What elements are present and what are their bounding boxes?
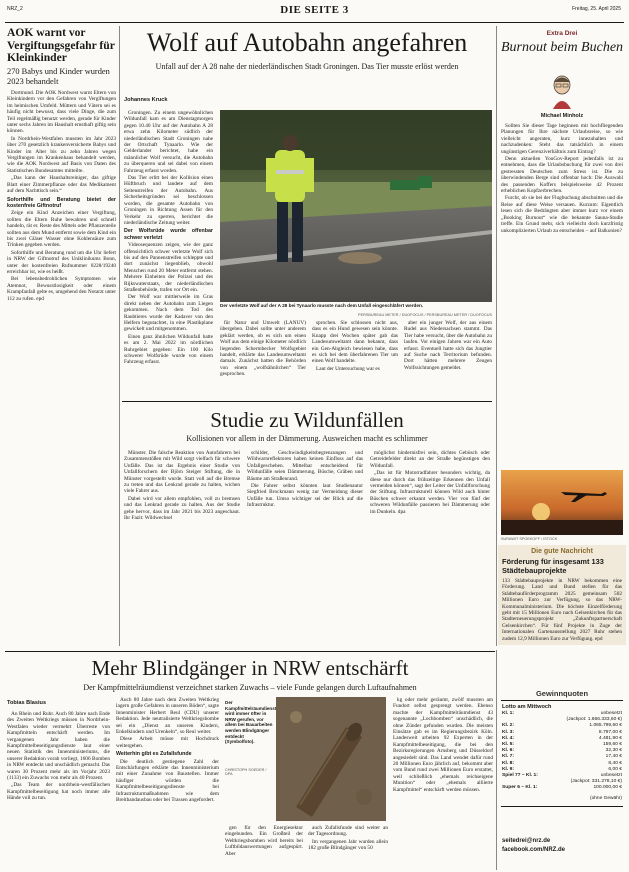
lotto-amount: 8,40 €: [608, 760, 622, 766]
blindgaenger-paragraph: Diese Arbeit müsse mit Hochdruck weitergehen.: [116, 736, 219, 749]
study-paragraph: möglichst hindernisfrei sein, dichtes Gebüsch oder Getreidefelder direkt an der Straße begünstigen den Wildunfall.: [370, 450, 490, 469]
blindgaenger-headline: Mehr Blindgänger in NRW entschärft: [91, 656, 409, 680]
aok-paragraph: In Nordrhein-Westfalen mussten im Jahr 2023 über 270 gesetzlich krankenversicherte Babys und Kinder im Alter bis zu zehn Jahren wegen Vergiftungen im Krankenhaus behandelt werden, wie die AOK Nordwest auf Basis von Daten des Statistischen Bundesamtes mitteilte.: [7, 135, 116, 174]
aok-paragraph: Bei lebensbedrohlichen Symptomen wie Atemnot, Bewusstlosigkeit oder einem Krampfanfall gelte es, umgehend den Notarzt unter 112 zu rufen. epd: [7, 276, 116, 302]
blindgaenger-paragraph: Auch 80 Jahre nach dem Zweiten Weltkrieg lagern große Gefahren in unseren Böden“, sagte Innenminister Herbert Reul (CDU) unserer Redaktion. Jede neutralisierte Weltkriegsbombe sei ein „Dienst an unseren Kindern, Enkelkindern und Urenkeln“, so Reul weiter.: [116, 697, 219, 736]
contact-email[interactable]: seitedrei@nrz.de: [502, 838, 551, 844]
aok-paragraph: Soforthilfe und Beratung rund um die Uhr liefert in NRW der Giftnotruf des Uniklinikums Bonn, unter der kostenfreien Rufnummer 0228/19240 erreichbar ist, wie es heißt.: [7, 249, 116, 275]
aok-headline: AOK warnt vor Vergiftungsgefahr für Kleinkinder: [7, 26, 115, 64]
study-column-1: [124, 450, 240, 648]
author-avatar: [548, 73, 576, 109]
sidebar-label: Extra Drei: [546, 30, 578, 37]
column-divider: [119, 26, 120, 646]
blindgaenger-column-5: [393, 697, 493, 869]
lotto-disclaimer: (ohne Gewähr): [590, 796, 622, 801]
blindgaenger-author: Tobias Blasius: [7, 700, 47, 706]
lotto-class: Kl. 9:: [502, 766, 514, 772]
airplane-photo-credit: SURAWIT SPOEKOFF / ISTOCK: [501, 537, 558, 541]
lotto-amount: 32,30 €: [605, 748, 622, 754]
bomb-photo-credit: CHRISTOPH SOEDER / DPA: [225, 768, 267, 776]
blindgaenger-subheading: Weiterhin gibt es Zufallsfunde: [116, 751, 192, 758]
lotto-row: [502, 785, 622, 791]
aok-subhead: 270 Babys und Kinder wurden 2023 behandelt: [7, 67, 110, 86]
study-paragraph: Münster. Die falsche Reaktion von Autofahrern bei Zusammenstößen mit Wild sorgt vielfach für schwere Unfälle. Das ist das Ergebnis einer Studie von Unfallforschern der Björn Steiger Stiftung, die in Münster vorgestellt wurde. Statt voll auf die Bremse zu treten und das Lenkrad gerade zu halten, wichen viele Fahrer aus.: [124, 450, 240, 495]
lotto-class: Spiel 77 – Kl. 1:: [502, 773, 538, 779]
lotto-table: [502, 711, 622, 792]
study-paragraph: Dabei wird vor allem empfohlen, voll zu bremsen und das Lenkrad gerade zu halten. Aus der Studie gehe hervor, dass im Jahr 2021 bis 2023 angeschaut. Ihr Fazit: Wildwechsel: [124, 495, 240, 522]
lotto-class: Super 6 – Kl. 1:: [502, 785, 538, 791]
airplane-photo: [501, 470, 623, 535]
sidebar-paragraph: Denn aktuellen YouGov-Report jedenfalls ist zu entnehmen, dass die Urlaubsbuchung für zwei von drei gestressten Deutschen zum Stress ist. Die zu überwindenden Berge sind offenbar hoch: Die Auswahl des passenden Koffers beispielsweise 42 Prozent erheblichen Kopfzerbrechen.: [501, 156, 623, 195]
blindgaenger-column-4: [308, 825, 388, 869]
lotto-amount: 8.797,00 €: [598, 729, 622, 735]
lotto-class: Kl. 8:: [502, 760, 514, 766]
aok-paragraph: Zeige ein Kind Anzeichen einer Vergiftung, sollten die Eltern Ruhe bewahren und schnell handeln, rät er. Reste des Mittels oder Pflanzenteile sollten aus dem Mund entfernt sowie dem Kind ein bis zwei Gläser Wasser ohne Kohlensäure zum Trinken gegeben werden.: [7, 210, 116, 249]
wolf-paragraph: Groningen. Zu einem ungewöhnlichen Wildunfall kam es am Dienstagmorgen gegen 10.40 Uhr auf der Autobahn A 28 etwa zehn Kilometer südlich der niederländischen Stadt Groningen nahe der Ortschaft Tynaarlo. Wie der Gelderlander berichtet, habe ein männlicher Wolf versucht, die Autobahn zu überqueren und sei dabei von einem Fahrzeug erfasst worden.: [124, 110, 213, 174]
page-title: DIE SEITE 3: [280, 4, 349, 16]
lotto-rule: [501, 700, 623, 701]
lotto-class: Kl. 1:: [502, 711, 514, 716]
lotto-amount: 159,60 €: [602, 742, 622, 748]
lotto-rule: [501, 806, 623, 807]
sidebar-body: [501, 123, 623, 363]
wolf-paragraph: Einen ganz ähnlichen Wildunfall hatte es am 2. Mai 2022 im nördlichen Ruhrgebiet gegeben: Ein 100 Kilo schwerer Wolfsrüde wurde von einem Fahrzeug erfasst.: [124, 333, 213, 366]
blindgaenger-paragraph: „Das Team der nordrhein-westfälischen Kampfmittelbeseitigung hat noch immer alle Hände voll zu tun.: [7, 782, 110, 802]
study-column-3: [370, 450, 490, 648]
lotto-amount: 1.065.799,60 €: [589, 723, 622, 729]
aok-paragraph: Dortmund. Die AOK Nordwest warnt Eltern von Kleinkindern vor den Gefahren von Vergiftungen im heimischen Umfeld. Müttern und Vätern sei es häufig nicht bewusst, dass viele Dinge, die zum Teil regelmäßig benutzt werden, gerade für Kinder unter sechs Jahren im Haushalt ernsthaft giftig sein können.: [7, 90, 116, 135]
lotto-amount: unbesetzt: [600, 711, 622, 716]
bomb-photo: [276, 697, 386, 821]
wolf-headline: Wolf auf Autobahn angefahren: [146, 28, 468, 57]
blindgaenger-paragraph: gen für den Energiesektor eingebunden. Ein Großteil der Weltkriegsbomben wird bereits bei Luftbildauswertungen aufgespürt. Aber: [225, 825, 303, 857]
lotto-class: Kl. 4:: [502, 735, 514, 741]
study-paragraph: Die Fahrer selbst könnten laut Studienautor Siegfried Brockmann wenig zur Vermeidung dieser Unfälle tun. Umso wichtiger sei der Blick auf die Infrastruktur.: [247, 483, 363, 509]
blindgaenger-column-3: [225, 825, 303, 869]
wolf-column-4: [404, 320, 492, 396]
lotto-amount: 17,40 €: [605, 754, 622, 760]
lotto-class: Kl. 6:: [502, 748, 514, 754]
lotto-amount: 6,00 €: [608, 766, 622, 772]
lotto-class: Kl. 5:: [502, 742, 514, 748]
study-column-2: [247, 450, 363, 648]
wolf-column-1: [124, 110, 213, 396]
wolf-paragraph: Der Wolf war mittlerweile im Gras direkt neben der Autobahn zum Liegen gekommen. Nach dem Tod des Raubtieres wurde der Kadaver von den Helfern begutachtet, in eine Plastikplane gewickelt und mitgenommen.: [124, 294, 213, 333]
good-news-body: 133 Städtebauprojekte in NRW bekommen eine Förderung. Land und Bund stellen für das Städtebauförderprogramm 2025 gemeinsam 502 Millionen Euro zur Verfügung, so das NRW-Kommunalministerium. Die höchste Einzelförderung geht mit 15 Millionen Euro nach Gelsenkirchen für das Stadterneuerungsprojekt „Zukunftspartnerschaft Gelsenkirchen“. Für fünf Projekte in Zuge der Internationalen Gartenausstellung 2027 Ruhr stehen zudem 12,9 Millionen Euro zur Verfügung. epd: [502, 578, 622, 642]
wolf-paragraph: für Natur und Umwelt (LANUV) übergeben. Dabei sollte unter anderem geklärt werden, ob es sich um einen Wolf aus dem einige Kilometer nördlich liegenden Schermbecker Wolfsgebiet handelt, erklärte das Landesumweltamt damals. Zunächst hatten die Behörden von einem „wolfsähnlichen“ Tier gesprochen.: [220, 320, 306, 378]
wolf-paragraph: Videosequenzen zeigen, wie der ganz offensichtlich schwer verletzte Wolf sich bis auf den Pannenstreifen schleppte und dort zunächst liegenblieb, obwohl Menschen rund 20 Meter entfernt stehen. Mehrere Einheiten der Polizei und des Rijkswaterstaats, der niederländischen Straßenbehörde, trafen vor Ort ein.: [124, 242, 213, 293]
wolf-subheading: Der Wolfsrüde wurde offenbar schwer verletzt: [124, 228, 213, 241]
wolf-photo-credit: PERSBUREAU METER / DUOFOCUS / PERSBUREAU METER / DUOFOCUS: [358, 313, 492, 317]
contact-facebook[interactable]: facebook.com/NRZ.de: [502, 847, 566, 853]
lotto-title: Lotto am Mittwoch: [502, 704, 552, 710]
study-headline: Studie zu Wildunfällen: [210, 408, 404, 432]
blindgaenger-paragraph: Im vergangenen Jahr wurden allein 182 große Blindgänger von 50: [308, 838, 388, 852]
sidebar-paragraph: Furcht, ob sie bei der Flugbuchung abschnitten und die Reise auf diese Weise versauen. Kurzum: Eigentlich lesen sich die Bedrängten aber immer kurz vor einem „Booking Burnout“ wie die bekannte Sauna-Studie treffe. Ein Grund mehr, sich vielleicht doch kurzfristig unkomplizierten Urlaub zu entscheiden – auf Balkonien?: [501, 195, 623, 234]
column-divider: [496, 650, 497, 870]
good-news-label: Die gute Nachricht: [531, 548, 593, 555]
blindgaenger-paragraph: Die deutlich gestiegene Zahl der Entschärfungen erklärte das Innenministerium mit einer Zunahme von Baustellen. Immer häufiger würden die Kampfmittelbeseitigungsdienste bei Infrastrukturmaßnahmen wie dem Breitbandausbau oder bei Trassen angefordert.: [116, 758, 219, 804]
wolf-paragraph: aber ein junger Wolf, der aus einem Rudel aus Niedersachsen stammt. Das Tier habe versucht, über die Autobahn zu laufen. Vor einigen Jahren war ein Auto erfasst. Eventuell hatte sich das Jungtier auf Suche nach Territorium befunden. Dort hätten mehrere Zeugen Wolfssichtungen gemeldet.: [404, 320, 492, 371]
wolf-photo: [220, 110, 492, 302]
lotto-class: Kl. 2:: [502, 723, 514, 729]
blindgaenger-paragraph: An Rhein und Ruhr. Auch 80 Jahre nach Ende des Zweiten Weltkriegs müssen in Nordrhein-Westfalen wieder vermehrt Überreste von Kampfmitteln entschärft werden. Im vergangenen Jahr haben die Kampfmittelbeseitigungsdienste laut einer neuen Statistik des Innenministeriums, die unserer Redaktion vorab vorliegt, 1606 Bomben in NRW entdeckt und unschädlich gemacht. Das waren 30 Prozent mehr als im Vorjahr 2023 (1133) ein Zuwachs von mehr als 40 Prozent.: [7, 711, 110, 782]
blindgaenger-column-2: [116, 697, 219, 869]
lotto-amount: (Jackpot: 1.666.333,60 €): [566, 717, 622, 723]
wolf-photo-image: [220, 110, 492, 302]
column-title: Burnout beim Buchen: [500, 40, 624, 55]
blindgaenger-subhead: Der Kampfmittelräumdienst verzeichnet starken Zuwachs – viele Funde gelangen durch Luftaufnahmen: [83, 683, 417, 692]
good-news-headline: Förderung für insgesamt 133 Städtebauprojekte: [502, 557, 604, 575]
section-rule: [122, 401, 492, 402]
wolf-paragraph: Das Tier erlitt bei der Kollision einen Hüftbruch und landete auf dem Seitenstreifen der Autobahn. Aus Sicherheitsgründen sei beschlossen worden, die gesamte Autobahn von Groningen in Richtung Assen für den Verkehr zu sperren, berichtet die niederländische Zeitung weiter.: [124, 175, 213, 226]
section-rule: [5, 651, 495, 652]
study-paragraph: „Das ist für Motorradfahrer besonders wichtig, da diese nur durch das frühzeitige Erkennen den Unfall vermeiden können“, sagt der Leiter der Unfallforschung der Stiftung. Infrastrukturell können Wild auch hinter Büschen schwer erkannt werden. Vier von fünf der schweren Wildunfälle passieren bei Dämmerung oder im Dunkeln. dpa: [370, 470, 490, 515]
bomb-photo-caption: Der Kampfmittelräumdienst wird immer öfter in NRW gerufen, vor allem bei Bauarbeiten werden Blindgänger entdeckt (Symbolfoto).: [225, 700, 277, 745]
wolf-column-3: [312, 320, 398, 396]
blindgaenger-paragraph: kg oder mehr geräumt, zwölf mussten am Fundort selbst gesprengt werden. Ebenso machte der Kampfmittelräumdienst 43 sogenannte „Lochbomben“ unschädlich, die ohne Zünder gefunden wurden. Die meisten Einsätze gab es im Regierungsbezirk Köln. Landesweit arbeiten 92 Experten in der Kampfmittelbeseitigung, die bei den Bezirksregierungen Arnsberg und Düsseldorf angesiedelt sind. Das Land wendet dafür rund 20 Millionen Euro jährlich auf, bekommt aber vom Bund rund zwei Millionen Euro erstattet, weil schließlich „ehemals reichseigene Munition“ oder „ehemals alliierte Kampfmittel“ entschärft werden müssen.: [393, 697, 493, 793]
blindgaenger-paragraph: auch Zufallsfunde sind weiter an der Tagesordnung.: [308, 825, 388, 838]
aok-subheading: Soforthilfe und Beratung bietet der kostenfreie Giftnotruf: [7, 196, 116, 209]
study-subhead: Kollisionen vor allem in der Dämmerung. Ausweichen macht es schlimmer: [186, 434, 428, 443]
sidebar-author: Michael Minholz: [540, 113, 584, 119]
wolf-subhead: Unfall auf der A 28 nahe der niederländischen Stadt Groningen. Das Tier musste erlöst werden: [155, 62, 459, 71]
study-paragraph: schilder, Geschwindigkeitsbegrenzungen und Wildwarnreflektoren haben keinen Einfluss auf das Unfallgeschehen. Mittelbar entscheidend für Wildunfälle seien Dämmerung, Büsche, Gräben und Bäume am Straßenrand.: [247, 450, 363, 482]
aok-paragraph: „Das kann der Haushaltsreiniger, das giftige Blatt einer Zimmerpflanze oder das Medikament auf dem Nachttisch sein.“: [7, 175, 116, 195]
wolf-column-2: [220, 320, 306, 396]
wolf-author: Johannes Kruck: [124, 97, 168, 103]
sidebar-paragraph: Sollten Sie dieser Tage beginnen mit hochfliegenden Planungen für Ihre nächste Urlaubsreise, so wie vielleicht angeraten, kurz innezuhalten und nachzudenken: Steht das tatsächlich in einem ungünstigen Gerenziverhältnis zum Eintrag?: [501, 123, 623, 155]
lotto-amount: 100.000,00 €: [593, 785, 622, 791]
lotto-amount: (Jackpot: 331.278,10 €): [570, 779, 622, 785]
wolf-paragraph: sprochen. Sie schlossen nicht aus, dass es ein Hund gewesen sein könnte. Knapp drei Wochen später gab das Landesumweltamt dann bekannt, dass ein Gen-Abgleich bewiesen habe, dass es sich bei dem überfahrenen Tier um einen Wolf handelte.: [312, 320, 398, 365]
lotto-amount: 4.481,90 €: [598, 735, 622, 741]
issue-date: Freitag, 25. April 2025: [572, 6, 621, 12]
masthead-rule: [5, 22, 624, 23]
page-number: NRZ_2: [7, 6, 23, 12]
lotto-class: Kl. 3:: [502, 729, 514, 735]
blindgaenger-column-1: [7, 711, 110, 869]
column-divider: [496, 26, 497, 646]
lotto-class: Kl. 7:: [502, 754, 514, 760]
gewinnquoten-label: Gewinnquoten: [535, 689, 589, 698]
wolf-paragraph: Laut der Untersuchung war es: [316, 365, 380, 372]
aok-body: [7, 90, 116, 645]
lotto-amount: unbesetzt: [600, 773, 622, 779]
wolf-photo-caption: Der verletzte Wolf auf der A 28 bei Tynaarlo musste nach dem Unfall eingeschläfert werden.: [220, 303, 424, 308]
